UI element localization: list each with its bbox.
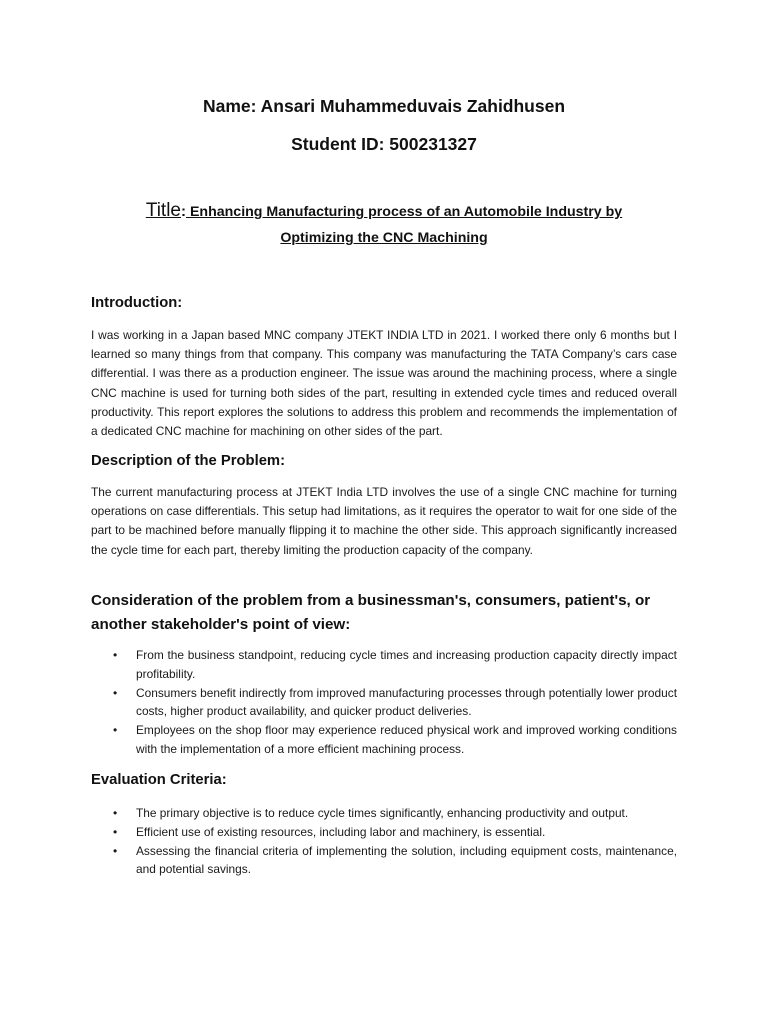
- problem-heading: Description of the Problem:: [91, 453, 286, 469]
- title-label: Title: [145, 200, 182, 221]
- title-text: Enhancing Manufacturing process of an Automobile Industry by Optimizing the CNC Machining: [186, 204, 623, 246]
- report-title: [110, 198, 658, 251]
- student-id: Student ID: 500231327: [291, 134, 477, 154]
- introduction-heading: Introduction:: [91, 295, 183, 311]
- list-item: [91, 842, 677, 880]
- bullet-icon: •: [113, 843, 118, 858]
- list-item: [91, 823, 677, 842]
- consideration-heading: Consideration of the problem from a businessman's, consumers, patient's, or another stakeholder's point of view:: [91, 592, 651, 633]
- bullet-icon: •: [113, 806, 118, 820]
- bullet-icon: •: [113, 824, 118, 839]
- student-name: Name: Ansari Muhammeduvais Zahidhusen: [202, 96, 566, 116]
- evaluation-list: [91, 804, 677, 879]
- bullet-icon: •: [113, 648, 118, 662]
- list-item: [91, 646, 677, 684]
- list-item-text: Consumers benefit indirectly from improved manufacturing processes through potentially lower product costs, higher product availability, and quicker product deliveries.: [136, 685, 677, 719]
- list-item-text: The primary objective is to reduce cycle times significantly, enhancing productivity and output.: [136, 806, 629, 820]
- list-item-text: From the business standpoint, reducing cycle times and increasing production capacity directly impact profitability.: [136, 648, 677, 681]
- introduction-paragraph: I was working in a Japan based MNC company JTEKT INDIA LTD in 2021. I worked there only 6 months but I learned so many things from that company. This company was manufacturing the TATA Company’s cars case differential. I was there as a production engineer. The issue was around the machining process, where a single CNC machine is used for turning both sides of the part, resulting in extended cycle times and reduced overall productivity. This report explores the solutions to address this problem and recommends the implementation of a dedicated CNC machine for machining on other sides of the part.: [91, 328, 677, 439]
- consideration-list: [91, 646, 677, 759]
- evaluation-heading: Evaluation Criteria:: [91, 772, 227, 788]
- list-item: [91, 721, 677, 759]
- problem-paragraph: The current manufacturing process at JTEKT India LTD involves the use of a single CNC machine for turning operations on case differentials. This setup had limitations, as it requires the operator to wait for one side of the part to be machined before manually flipping it to machine the other side. This approach significantly increased the cycle time for each part, thereby limiting the production capacity of the company.: [91, 485, 677, 557]
- title-colon: :: [181, 203, 187, 220]
- list-item-text: Assessing the financial criteria of implementing the solution, including equipment costs, maintenance, and potential savings.: [136, 843, 677, 877]
- bullet-icon: •: [113, 723, 118, 738]
- list-item-text: Efficient use of existing resources, including labor and machinery, is essential.: [136, 824, 546, 839]
- list-item-text: Employees on the shop floor may experience reduced physical work and improved working conditions with the implementation of a more efficient machining process.: [136, 723, 677, 756]
- list-item: [91, 804, 677, 823]
- bullet-icon: •: [113, 685, 118, 700]
- list-item: [91, 684, 677, 722]
